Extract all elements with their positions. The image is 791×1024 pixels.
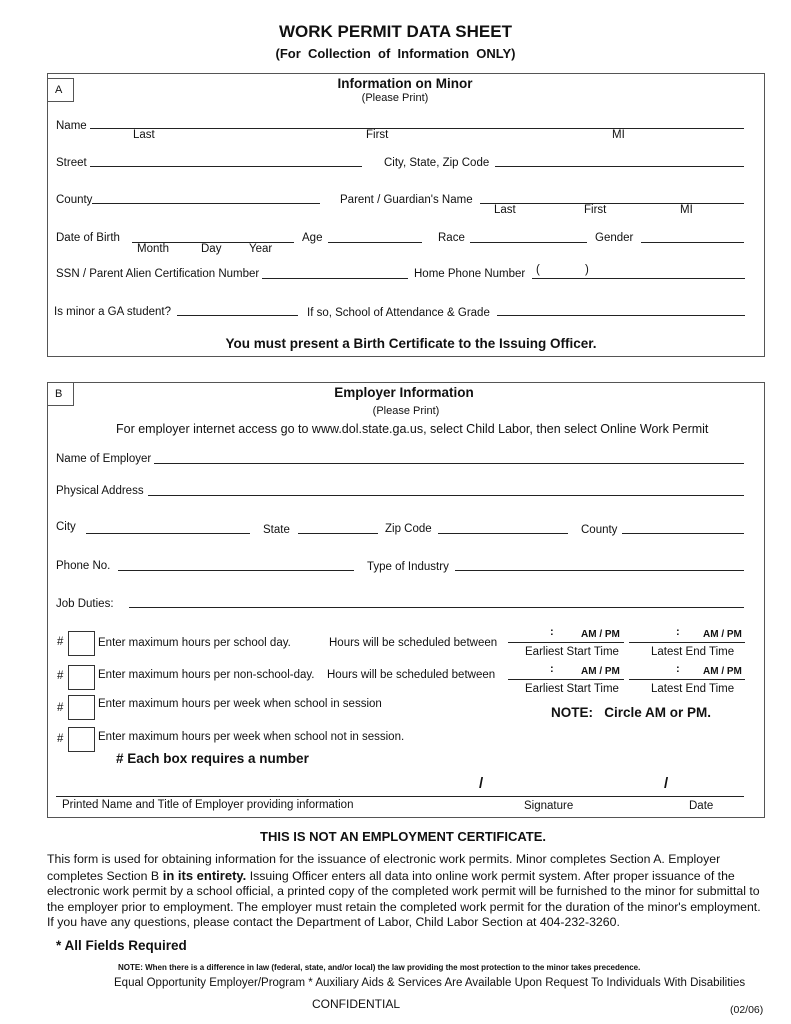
- week-not-in-session-hours-box[interactable]: [68, 727, 95, 752]
- school-day-start-field[interactable]: [508, 642, 624, 643]
- non-school-day-earliest-caption: Earliest Start Time: [525, 683, 619, 695]
- page-subtitle: (For Collection of Information ONLY): [275, 46, 516, 61]
- non-school-day-end-ampm[interactable]: AM / PM: [703, 666, 742, 677]
- county-field[interactable]: [92, 203, 320, 204]
- school-day-hours-label: Enter maximum hours per school day.: [98, 637, 291, 649]
- non-school-day-end-field[interactable]: [629, 679, 745, 680]
- ga-student-field[interactable]: [177, 315, 298, 316]
- phone-close-paren: ): [585, 264, 589, 276]
- date-slash-2: /: [664, 775, 669, 792]
- non-school-day-scheduled-label: Hours will be scheduled between: [327, 669, 496, 681]
- section-a-note: (Please Print): [361, 92, 429, 104]
- school-day-latest-caption: Latest End Time: [651, 646, 735, 658]
- employer-phone-label: Phone No.: [56, 560, 111, 572]
- printed-name-label: Printed Name and Title of Employer providing information: [62, 799, 354, 811]
- race-label: Race: [438, 232, 465, 244]
- school-day-end-ampm[interactable]: AM / PM: [703, 629, 742, 640]
- each-box-note: # Each box requires a number: [116, 751, 309, 766]
- instructions-part-1: This form is used for obtaining information for the issuance of electronic work permits. Minor completes Section A. Employer completes Section B: [47, 852, 721, 883]
- guardian-first-caption: First: [584, 204, 607, 216]
- school-label: If so, School of Attendance & Grade: [307, 307, 490, 319]
- employer-name-field[interactable]: [154, 463, 744, 464]
- guardian-field[interactable]: [480, 203, 744, 204]
- dob-year-caption: Year: [249, 243, 273, 255]
- all-fields-required: * All Fields Required: [56, 938, 187, 953]
- internet-access-note: For employer internet access go to www.dol.state.ga.us, select Child Labor, then select Online Work Permit: [116, 422, 709, 436]
- guardian-label: Parent / Guardian's Name: [340, 194, 473, 206]
- industry-label: Type of Industry: [367, 561, 449, 573]
- street-label: Street: [56, 157, 87, 169]
- non-school-day-end-colon: :: [676, 663, 680, 675]
- equal-opportunity: Equal Opportunity Employer/Program * Auxiliary Aids & Services Are Available Upon Request To Individuals With Disabilities: [114, 977, 746, 989]
- page-title: WORK PERMIT DATA SHEET: [279, 22, 512, 41]
- non-school-day-start-ampm[interactable]: AM / PM: [581, 666, 620, 677]
- ga-student-label: Is minor a GA student?: [54, 306, 171, 318]
- signature-label: Signature: [524, 800, 574, 812]
- age-field[interactable]: [328, 242, 422, 243]
- hash-non-school-day: #: [57, 670, 64, 682]
- age-label: Age: [302, 232, 323, 244]
- phone-open-paren: (: [536, 264, 540, 276]
- ssn-field[interactable]: [262, 278, 408, 279]
- address-field[interactable]: [148, 495, 744, 496]
- employer-city-label: City: [56, 521, 76, 533]
- non-school-day-latest-caption: Latest End Time: [651, 683, 735, 695]
- home-phone-label: Home Phone Number: [414, 268, 526, 280]
- name-first-caption: First: [366, 129, 389, 141]
- employer-phone-field[interactable]: [118, 570, 354, 571]
- address-label: Physical Address: [56, 485, 144, 497]
- week-in-session-hours-box[interactable]: [68, 695, 95, 720]
- date-label: Date: [689, 800, 714, 812]
- gender-label: Gender: [595, 232, 634, 244]
- name-mi-caption: MI: [612, 129, 625, 141]
- hash-school-day: #: [57, 636, 64, 648]
- gender-field[interactable]: [641, 242, 744, 243]
- street-field[interactable]: [90, 166, 362, 167]
- hash-week-not-in-session: #: [57, 733, 64, 745]
- employer-state-field[interactable]: [298, 533, 378, 534]
- school-day-end-field[interactable]: [629, 642, 745, 643]
- confidential-label: CONFIDENTIAL: [312, 997, 401, 1011]
- race-field[interactable]: [470, 242, 587, 243]
- section-a-heading: Information on Minor: [337, 76, 473, 91]
- guardian-last-caption: Last: [494, 204, 516, 216]
- employer-name-label: Name of Employer: [56, 453, 152, 465]
- birth-certificate-note: You must present a Birth Certificate to the Issuing Officer.: [225, 336, 597, 351]
- county-label: County: [56, 194, 93, 206]
- school-day-start-ampm[interactable]: AM / PM: [581, 629, 620, 640]
- employer-zip-field[interactable]: [438, 533, 568, 534]
- school-field[interactable]: [497, 315, 745, 316]
- dob-month-caption: Month: [137, 243, 169, 255]
- non-school-day-start-field[interactable]: [508, 679, 624, 680]
- non-school-day-hours-box[interactable]: [68, 665, 95, 690]
- law-note: NOTE: When there is a difference in law (federal, state, and/or local) the law providing the most protection to the minor takes precedence.: [118, 963, 641, 972]
- home-phone-field[interactable]: [532, 278, 745, 279]
- job-duties-label: Job Duties:: [56, 598, 114, 610]
- name-last-caption: Last: [133, 129, 155, 141]
- week-in-session-hours-label: Enter maximum hours per week when school in session: [98, 698, 382, 710]
- circle-am-pm-note: NOTE: Circle AM or PM.: [551, 705, 712, 720]
- guardian-mi-caption: MI: [680, 204, 693, 216]
- employer-county-label: County: [581, 524, 618, 536]
- industry-field[interactable]: [455, 570, 744, 571]
- hash-week-in-session: #: [57, 702, 64, 714]
- school-day-start-colon: :: [550, 626, 554, 638]
- dob-label: Date of Birth: [56, 232, 120, 244]
- city-state-zip-label: City, State, Zip Code: [384, 157, 490, 169]
- section-b-note: (Please Print): [372, 405, 440, 417]
- school-day-end-colon: :: [676, 626, 680, 638]
- school-day-hours-box[interactable]: [68, 631, 95, 656]
- section-a-tag: A: [47, 78, 74, 102]
- employer-state-label: State: [263, 524, 290, 536]
- not-certificate-heading: THIS IS NOT AN EMPLOYMENT CERTIFICATE.: [260, 829, 546, 844]
- instructions-part-2: Issuing Officer enters all data into online work permit system. After proper issuance of the electronic work permit by a school official, a printed copy of the completed work permit will be furnished to the minor for submittal to the employer prior to employment. The employer must retain the completed work permit for the duration of the minor's employment. If you have any questions, please contact the Department of Labor, Child Labor Section at 404-232-3260.: [47, 868, 761, 930]
- city-state-zip-field[interactable]: [495, 166, 744, 167]
- name-field[interactable]: [90, 128, 744, 129]
- employer-city-field[interactable]: [86, 533, 250, 534]
- employer-zip-label: Zip Code: [385, 523, 432, 535]
- job-duties-field[interactable]: [129, 607, 744, 608]
- date-slash-1: /: [479, 775, 484, 792]
- form-date: (02/06): [730, 1004, 764, 1016]
- name-label: Name: [56, 120, 87, 132]
- instructions-paragraph: [47, 852, 767, 931]
- employer-county-field[interactable]: [622, 533, 744, 534]
- instructions-bold: in its entirety.: [159, 867, 247, 883]
- week-not-in-session-hours-label: Enter maximum hours per week when school not in session.: [98, 731, 405, 743]
- dob-day-caption: Day: [201, 243, 222, 255]
- ssn-label: SSN / Parent Alien Certification Number: [56, 268, 260, 280]
- non-school-day-hours-label: Enter maximum hours per non-school-day.: [98, 669, 315, 681]
- signature-line[interactable]: [56, 796, 744, 797]
- section-b-tag: B: [47, 383, 74, 406]
- non-school-day-start-colon: :: [550, 663, 554, 675]
- school-day-scheduled-label: Hours will be scheduled between: [329, 637, 498, 649]
- school-day-earliest-caption: Earliest Start Time: [525, 646, 619, 658]
- section-b-heading: Employer Information: [334, 385, 474, 400]
